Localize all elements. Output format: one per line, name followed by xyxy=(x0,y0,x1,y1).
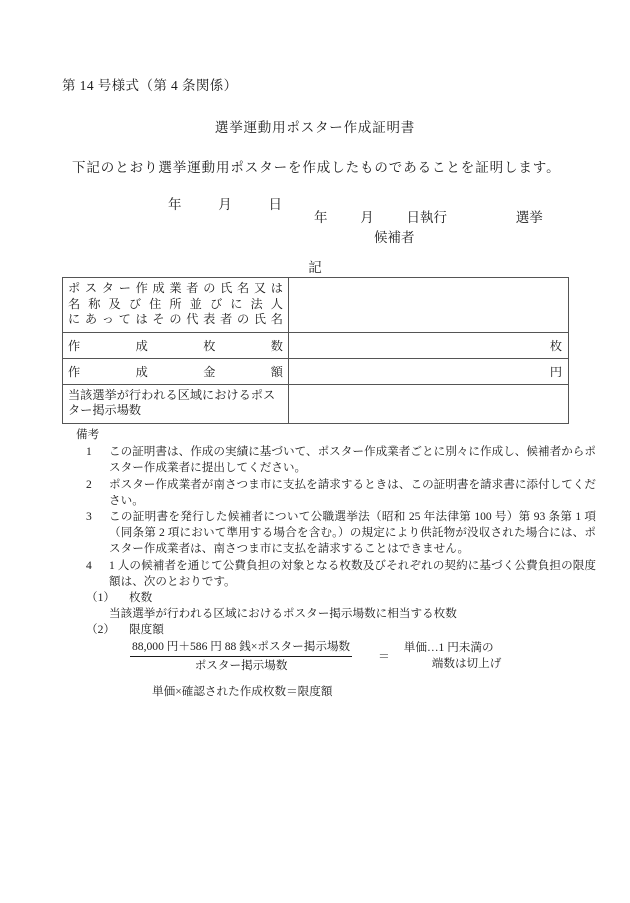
formula-result-line-1: 単価…1 円未満の xyxy=(403,641,494,654)
note-item-2 xyxy=(76,477,596,509)
producer-label-line-1: ポスター作成業者の氏名又は xyxy=(68,281,283,295)
table-row xyxy=(63,278,569,333)
formula-fraction xyxy=(130,639,352,674)
lead-sentence: 下記のとおり選挙運動用ポスターを作成したものであることを証明します。 xyxy=(72,160,561,175)
election-date-year: 年 xyxy=(314,210,328,225)
producer-label-line-3: にあってはその代表者の氏名 xyxy=(68,312,283,326)
note-number-4: 4 xyxy=(86,558,92,572)
sub-item-number-2: （2） xyxy=(86,623,115,637)
issue-date-year: 年 xyxy=(168,197,182,212)
sub-item-1 xyxy=(76,590,596,606)
issue-date-month: 月 xyxy=(218,197,232,212)
count-unit: 枚 xyxy=(549,338,562,353)
note-text-1: この証明書は、作成の実績に基づいて、ポスター作成業者ごとに別々に作成し、候補者からポスター作成業者に提出してください。 xyxy=(109,445,596,475)
formula-fraction-row xyxy=(130,639,600,674)
ki-mark: 記 xyxy=(308,260,322,275)
document-title: 選挙運動用ポスター作成証明書 xyxy=(214,120,416,135)
note-number-2: 2 xyxy=(86,477,92,491)
note-text-3: この証明書を発行した候補者について公職選挙法（昭和 25 年法律第 100 号）第 93 条第 1 項（同条第 2 項において準用する場合を含む。）の規定により供託物が没収された場合には、ポスター作成業者は、南さつま市に支払を請求することはできません。 xyxy=(109,510,596,556)
table-cell-value-posting-sites[interactable] xyxy=(289,384,569,423)
formula-equals-sign: ＝ xyxy=(378,650,390,663)
table-row xyxy=(63,384,569,423)
formula-block xyxy=(130,639,600,699)
count-label: 作成枚数 xyxy=(68,338,283,353)
issue-date-line xyxy=(168,193,282,213)
sub-item-label-2: 限度額 xyxy=(129,623,164,637)
note-item-1 xyxy=(76,444,596,476)
election-date-line xyxy=(314,206,543,226)
table-cell-label-amount xyxy=(63,358,289,384)
table-cell-label-posting-sites xyxy=(63,384,289,423)
sub-item-2 xyxy=(76,622,596,638)
sub-item-body-1: 当該選挙が行われる区域におけるポスター掲示場数に相当する枚数 xyxy=(109,607,457,621)
formula-denominator: ポスター掲示場数 xyxy=(194,659,288,672)
table-cell-value-amount[interactable] xyxy=(289,358,569,384)
certificate-table xyxy=(62,277,569,424)
table-cell-label-producer xyxy=(63,278,289,333)
formula-result-note xyxy=(404,639,502,672)
amount-unit: 円 xyxy=(549,364,562,379)
formula-final-line: 単価×確認された作成枚数＝限度額 xyxy=(152,685,333,698)
candidate-label: 候補者 xyxy=(374,230,415,245)
notes-heading: 備考 xyxy=(76,428,100,441)
table-row xyxy=(63,358,569,384)
table-row xyxy=(63,332,569,358)
sub-item-label-1: 枚数 xyxy=(129,591,153,605)
table-cell-value-count[interactable] xyxy=(289,332,569,358)
election-date-month: 月 xyxy=(360,210,374,225)
election-name: 選挙 xyxy=(515,210,543,225)
formula-result-line-2: 端数は切上げ xyxy=(431,657,502,670)
note-number-3: 3 xyxy=(86,510,92,524)
issue-date-day: 日 xyxy=(268,197,282,212)
producer-label-line-2: 名称及び住所並びに法人 xyxy=(68,296,283,311)
table-cell-value-producer[interactable] xyxy=(289,278,569,333)
note-number-1: 1 xyxy=(86,445,92,459)
sub-item-number-1: （1） xyxy=(86,591,115,605)
note-item-3 xyxy=(76,509,596,558)
producer-label-block xyxy=(63,278,288,332)
formula-numerator: 88,000 円＋586 円 88 銭×ポスター掲示場数 xyxy=(130,639,352,657)
note-text-4: 1 人の候補者を通じて公費負担の対象となる枚数及びそれぞれの契約に基づく公費負担の限度額は、次のとおりです。 xyxy=(109,558,596,588)
amount-label: 作成金額 xyxy=(68,364,283,379)
note-item-4 xyxy=(76,558,596,590)
posting-sites-label: 当該選挙が行われる区域におけるポスター掲示場数 xyxy=(68,387,276,417)
note-text-2: ポスター作成業者が南さつま市に支払を請求するときは、この証明書を請求書に添付してください。 xyxy=(109,477,596,507)
notes-section xyxy=(76,427,596,639)
form-number: 第 14 号様式（第 4 条関係） xyxy=(62,78,238,93)
election-date-day-exec: 日執行 xyxy=(406,210,447,225)
table-cell-label-count xyxy=(63,332,289,358)
